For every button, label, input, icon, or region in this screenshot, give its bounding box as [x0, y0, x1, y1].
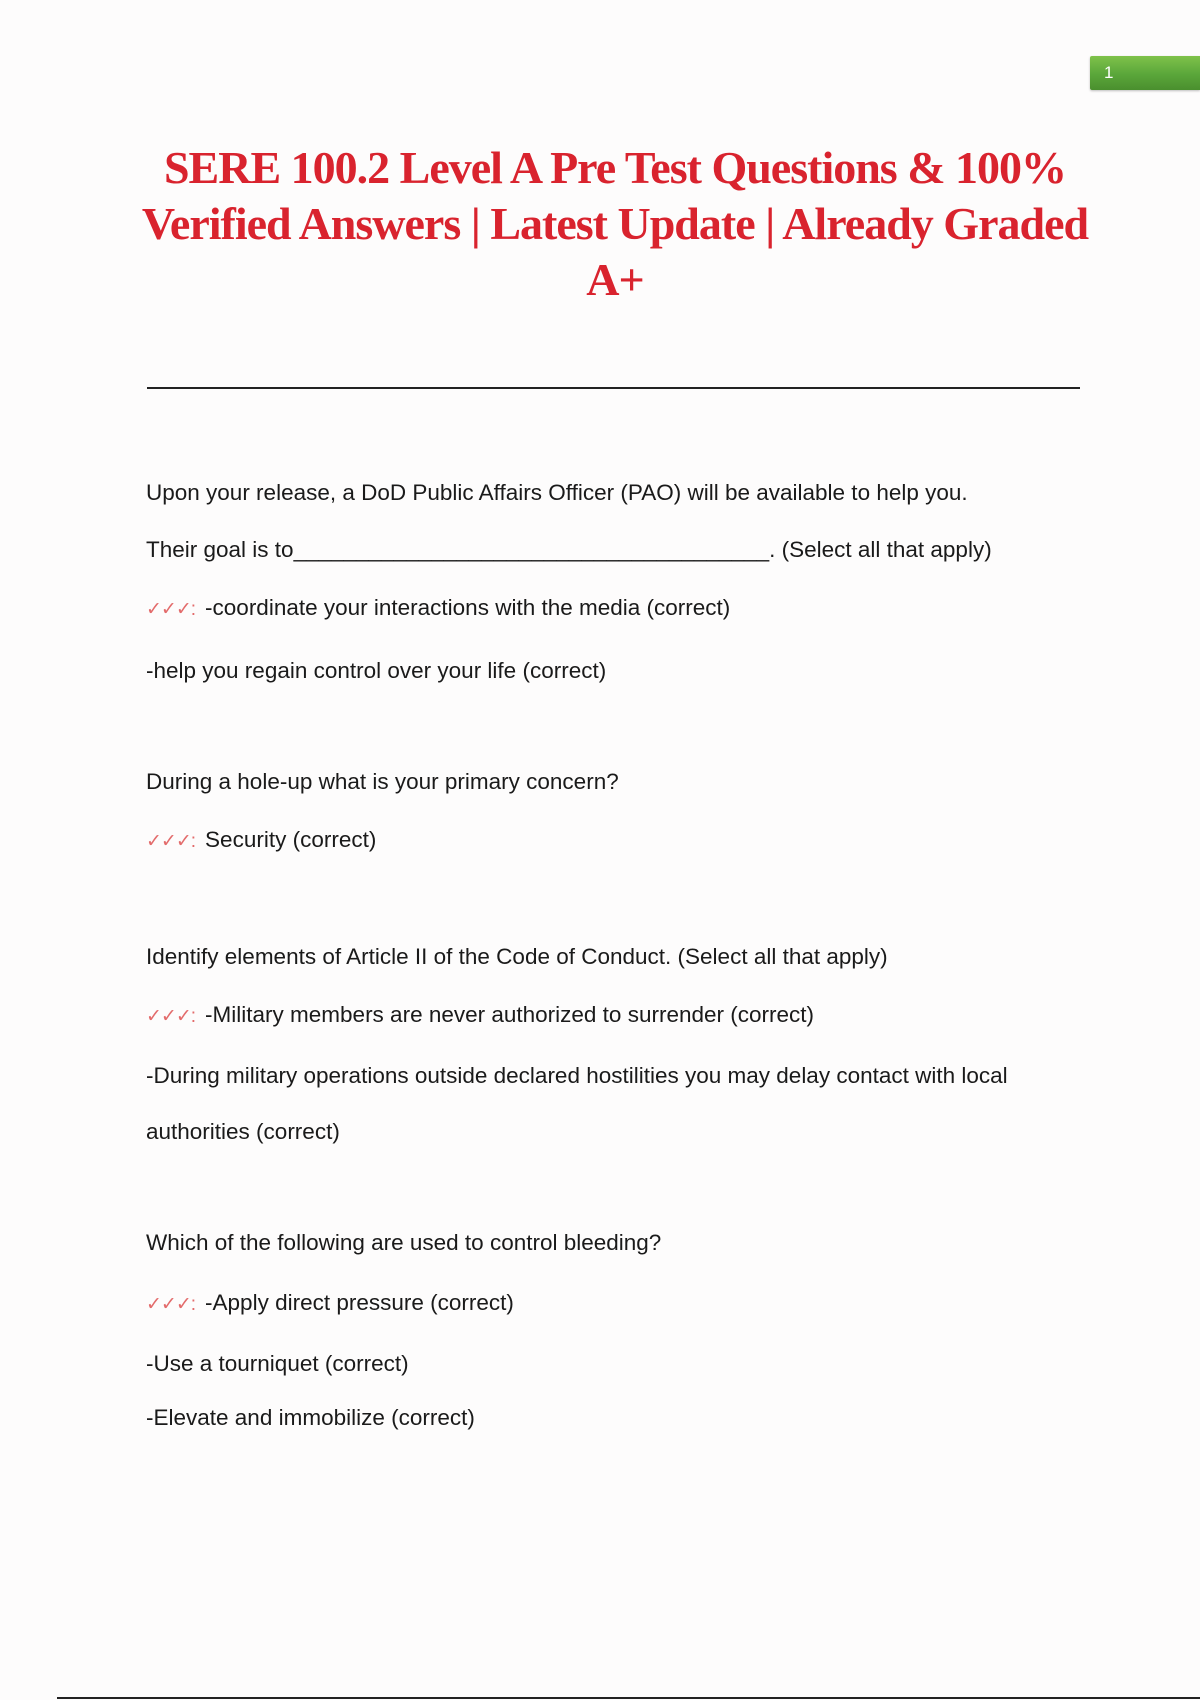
- answer-3-3: authorities (correct): [146, 1119, 340, 1144]
- question-2-line-1: During a hole-up what is your primary concern?: [146, 769, 619, 794]
- check-marks-icon: ✓✓✓:: [146, 1294, 196, 1315]
- answer-1-1: [146, 593, 730, 625]
- question-1-line-2: Their goal is to______________________________________. (Select all that apply): [146, 537, 992, 562]
- answer-text: Security (correct): [205, 827, 377, 852]
- page-bottom-divider: [57, 1697, 1200, 1699]
- check-marks-icon: ✓✓✓:: [146, 1006, 196, 1027]
- answer-3-1: [146, 1000, 814, 1032]
- answer-2-1: [146, 825, 376, 857]
- answer-text: -Apply direct pressure (correct): [205, 1290, 514, 1315]
- page-number: 1: [1104, 63, 1114, 82]
- answer-1-2: -help you regain control over your life (correct): [146, 658, 607, 683]
- answer-4-3: -Elevate and immobilize (correct): [146, 1405, 475, 1430]
- answer-text: -coordinate your interactions with the media (correct): [205, 595, 731, 620]
- check-marks-icon: ✓✓✓:: [146, 831, 196, 852]
- document-title: SERE 100.2 Level A Pre Test Questions & 100% Verified Answers | Latest Update | Already Graded A+: [141, 142, 1089, 305]
- page-number-badge: [1090, 56, 1200, 90]
- answer-3-2: -During military operations outside declared hostilities you may delay contact with local: [146, 1063, 1008, 1088]
- title-divider: [147, 387, 1080, 389]
- answer-4-1: [146, 1288, 514, 1320]
- question-4-line-1: Which of the following are used to control bleeding?: [146, 1230, 662, 1255]
- question-1-line-1: Upon your release, a DoD Public Affairs Officer (PAO) will be available to help you.: [146, 480, 968, 505]
- answer-4-2: -Use a tourniquet (correct): [146, 1351, 409, 1376]
- answer-text: -Military members are never authorized to surrender (correct): [205, 1002, 814, 1027]
- question-3-line-1: Identify elements of Article II of the Code of Conduct. (Select all that apply): [146, 944, 888, 969]
- check-marks-icon: ✓✓✓:: [146, 599, 196, 620]
